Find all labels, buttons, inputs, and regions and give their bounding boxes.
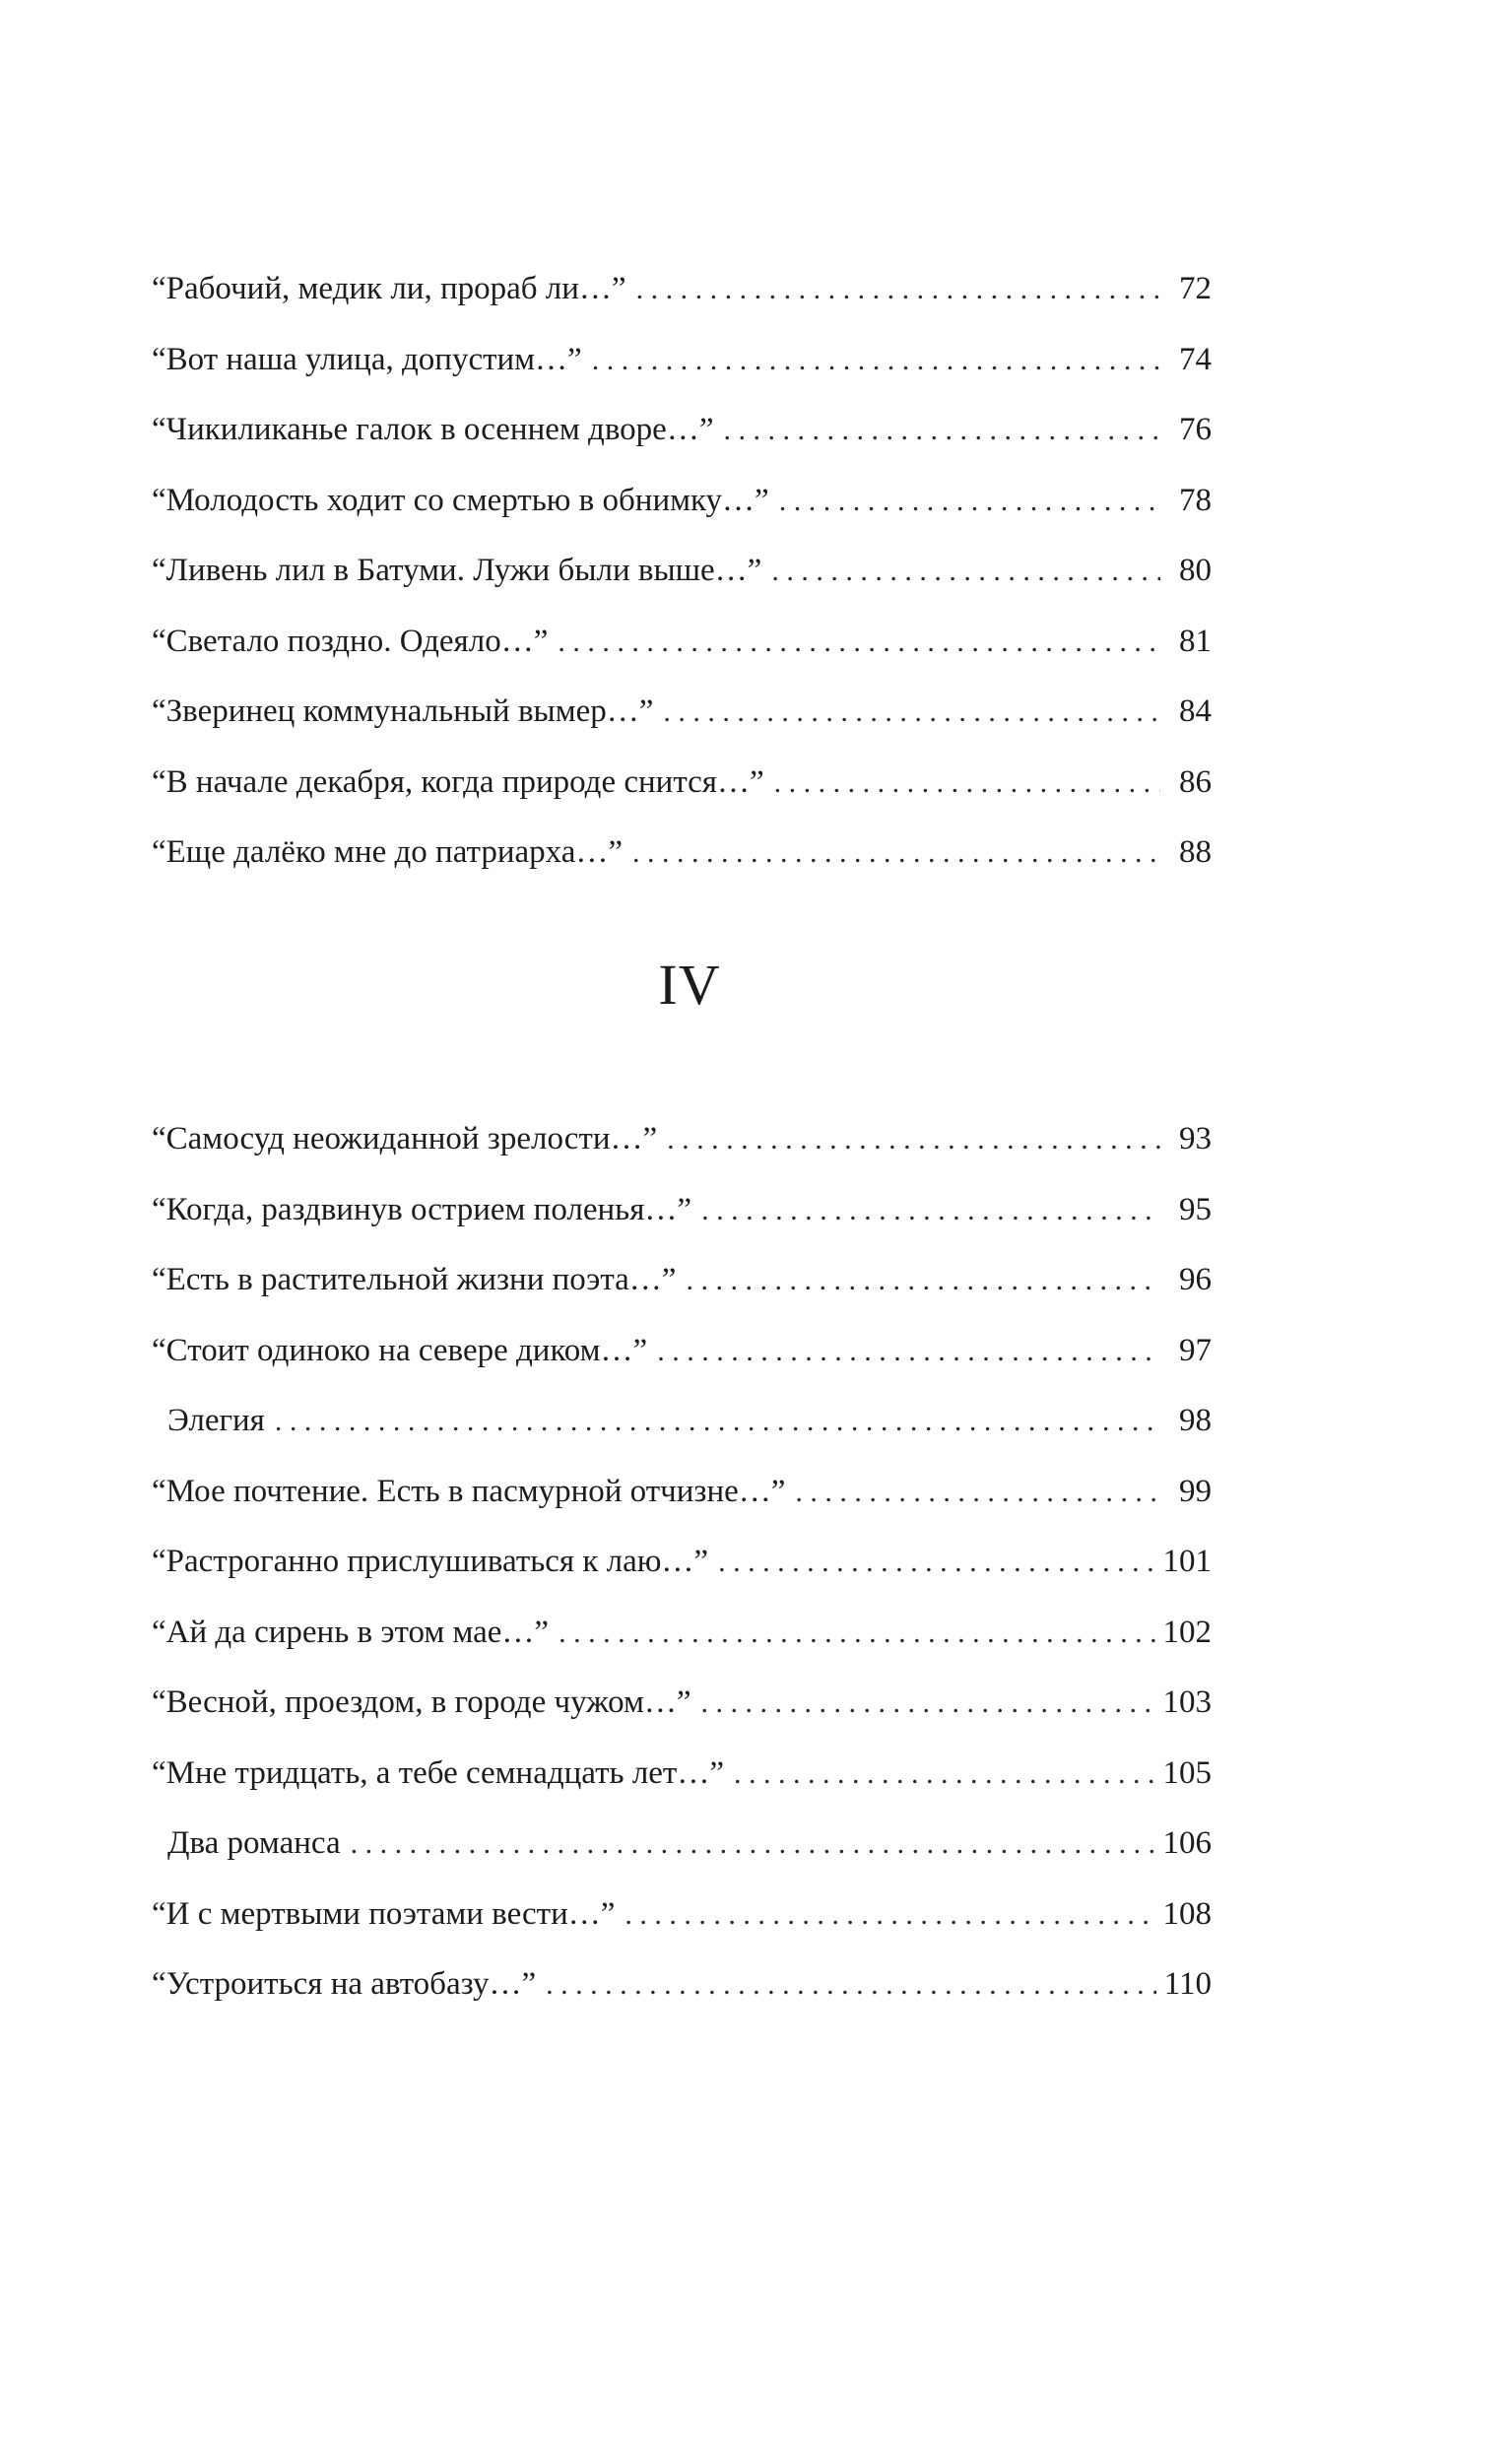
toc-entry[interactable] bbox=[152, 395, 1212, 466]
toc-entry-page: 108 bbox=[1162, 1895, 1212, 1932]
toc-entry-title: “Вот наша улица, допустим…” bbox=[152, 341, 582, 377]
toc-entry-title: “Стоит одиноко на севере диком…” bbox=[152, 1332, 648, 1368]
toc-entry[interactable] bbox=[152, 1104, 1212, 1175]
toc-entry[interactable] bbox=[152, 818, 1212, 889]
dot-leader bbox=[275, 1386, 1160, 1457]
toc-entry-title: “Когда, раздвинув острием поленья…” bbox=[152, 1191, 692, 1227]
toc-entry[interactable] bbox=[152, 1457, 1212, 1528]
toc-entry-page: 95 bbox=[1179, 1191, 1212, 1227]
toc-entry[interactable] bbox=[152, 254, 1212, 325]
toc-entry-title: Два романса bbox=[167, 1825, 341, 1861]
toc-entry[interactable] bbox=[152, 1598, 1212, 1669]
toc-entry-page: 96 bbox=[1179, 1262, 1212, 1297]
dot-leader bbox=[559, 1598, 1154, 1669]
dot-leader bbox=[558, 607, 1160, 678]
section-heading: IV bbox=[658, 953, 721, 1017]
toc-entry-page: 93 bbox=[1179, 1121, 1212, 1156]
toc-list-section-4 bbox=[152, 1104, 1212, 2020]
dot-leader bbox=[636, 254, 1160, 325]
toc-entry-title: “Растроганно прислушиваться к лаю…” bbox=[152, 1544, 709, 1579]
dot-leader bbox=[667, 1104, 1160, 1175]
dot-leader bbox=[779, 466, 1160, 537]
toc-entry-page: 102 bbox=[1162, 1614, 1212, 1650]
toc-entry[interactable] bbox=[152, 607, 1212, 678]
toc-entry-page: 88 bbox=[1179, 834, 1212, 870]
toc-entry[interactable] bbox=[152, 677, 1212, 748]
toc-entry-page: 76 bbox=[1179, 412, 1212, 447]
toc-entry-title: “Зверинец коммунальный вымер…” bbox=[152, 693, 654, 729]
toc-entry-page: 97 bbox=[1179, 1332, 1212, 1368]
toc-entry-page: 74 bbox=[1179, 341, 1212, 377]
dot-leader bbox=[546, 1949, 1156, 2020]
dot-leader bbox=[701, 1175, 1160, 1246]
toc-entry-title: “Мне тридцать, а тебе семнадцать лет…” bbox=[152, 1754, 724, 1791]
toc-entry-title: “Рабочий, медик ли, прораб ли…” bbox=[152, 271, 626, 306]
toc-entry-page: 101 bbox=[1162, 1544, 1212, 1579]
toc-entry-title: “Чикиликанье галок в осеннем дворе…” bbox=[152, 412, 714, 447]
toc-entry[interactable] bbox=[152, 1809, 1212, 1880]
dot-leader bbox=[657, 1316, 1160, 1387]
dot-leader bbox=[734, 1739, 1155, 1810]
dot-leader bbox=[718, 1527, 1154, 1598]
toc-entry-title: “Ливень лил в Батуми. Лужи были выше…” bbox=[152, 553, 762, 588]
dot-leader bbox=[663, 677, 1160, 748]
toc-entry[interactable] bbox=[152, 1527, 1212, 1598]
dot-leader bbox=[632, 818, 1160, 889]
dot-leader bbox=[774, 748, 1160, 819]
toc-entry[interactable] bbox=[152, 466, 1212, 537]
toc-entry-page: 98 bbox=[1179, 1403, 1212, 1438]
toc-entry[interactable] bbox=[152, 1880, 1212, 1950]
toc-entry-title: “Ай да сирень в этом мае…” bbox=[152, 1614, 550, 1650]
toc-entry[interactable] bbox=[152, 1668, 1212, 1739]
toc-entry-page: 103 bbox=[1162, 1684, 1212, 1720]
dot-leader bbox=[723, 395, 1160, 466]
toc-entry-title: “Самосуд неожиданной зрелости…” bbox=[152, 1121, 658, 1156]
toc-entry-title: “Молодость ходит со смертью в обнимку…” bbox=[152, 482, 769, 518]
toc-entry-page: 106 bbox=[1162, 1825, 1212, 1861]
toc-entry[interactable] bbox=[152, 1245, 1212, 1316]
toc-entry-title: “Светало поздно. Одеяло…” bbox=[152, 623, 549, 659]
dot-leader bbox=[795, 1457, 1160, 1528]
toc-entry[interactable] bbox=[152, 1175, 1212, 1246]
dot-leader bbox=[625, 1880, 1154, 1950]
toc-entry-page: 99 bbox=[1179, 1473, 1212, 1509]
toc-entry-page: 84 bbox=[1179, 693, 1212, 729]
toc-entry[interactable] bbox=[152, 536, 1212, 607]
toc-entry-title: “И с мертвыми поэтами вести…” bbox=[152, 1895, 616, 1932]
dot-leader bbox=[771, 536, 1160, 607]
toc-entry[interactable] bbox=[152, 325, 1212, 396]
toc-entry[interactable] bbox=[152, 1316, 1212, 1387]
toc-entry-page: 78 bbox=[1179, 482, 1212, 518]
toc-entry[interactable] bbox=[152, 1949, 1212, 2020]
toc-entry-title: “Есть в растительной жизни поэта…” bbox=[152, 1262, 677, 1297]
dot-leader bbox=[592, 325, 1160, 396]
toc-entry-title: “Мое почтение. Есть в пасмурной отчизне…” bbox=[152, 1473, 786, 1509]
toc-entry[interactable] bbox=[152, 748, 1212, 819]
toc-entry-title: “Устроиться на автобазу…” bbox=[152, 1966, 537, 2002]
toc-entry-title: “Весной, проездом, в городе чужом…” bbox=[152, 1684, 691, 1720]
toc-entry-page: 110 bbox=[1163, 1966, 1212, 2002]
toc-entry[interactable] bbox=[152, 1386, 1212, 1457]
toc-entry-title: “Еще далёко мне до патриарха…” bbox=[152, 834, 623, 870]
toc-entry-title: Элегия bbox=[167, 1403, 265, 1438]
toc-entry[interactable] bbox=[152, 1739, 1212, 1810]
dot-leader bbox=[701, 1668, 1155, 1739]
toc-entry-page: 72 bbox=[1179, 271, 1212, 306]
toc-entry-page: 80 bbox=[1179, 553, 1212, 588]
toc-list-section-3 bbox=[152, 254, 1212, 889]
toc-entry-page: 86 bbox=[1179, 763, 1212, 800]
toc-entry-page: 105 bbox=[1162, 1754, 1212, 1791]
toc-entry-title: “В начале декабря, когда природе снится…” bbox=[152, 763, 764, 800]
toc-entry-page: 81 bbox=[1179, 623, 1212, 659]
dot-leader bbox=[686, 1245, 1160, 1316]
dot-leader bbox=[351, 1809, 1155, 1880]
